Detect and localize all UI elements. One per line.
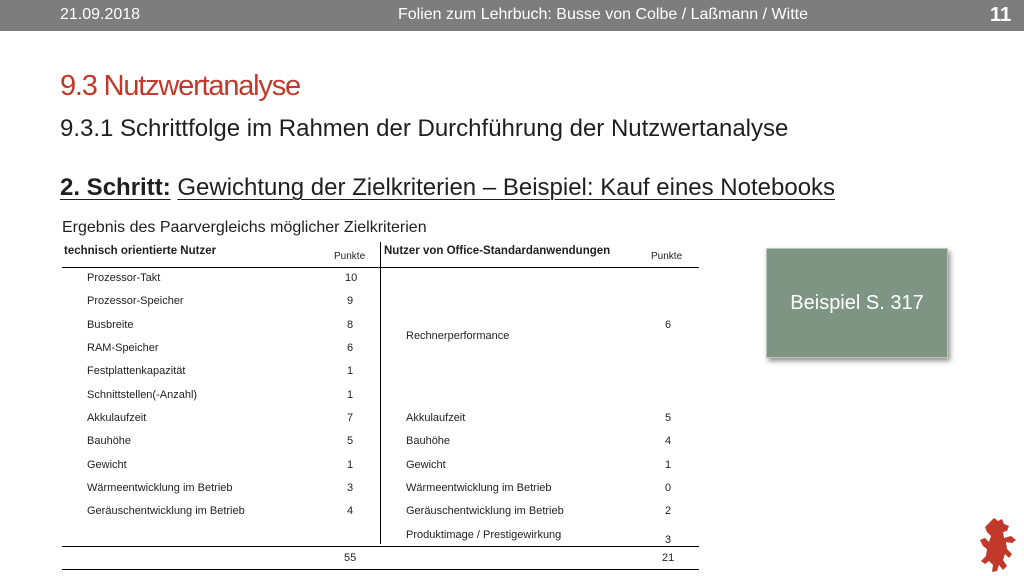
left-header: technisch orientierte Nutzer: [64, 245, 217, 257]
left-points: 9: [347, 295, 354, 307]
right-criterion: Bauhöhe: [406, 435, 451, 447]
left-points: 6: [347, 342, 354, 354]
bear-icon: [976, 516, 1020, 574]
page-number: 11: [990, 4, 1012, 26]
left-points-header: Punkte: [334, 251, 366, 262]
left-criterion: Wärmeentwicklung im Betrieb: [87, 482, 233, 494]
left-criterion: Geräuschentwicklung im Betrieb: [87, 505, 245, 517]
header-source: Folien zum Lehrbuch: Busse von Colbe / Laßmann / Witte: [398, 6, 808, 23]
right-points-header: Punkte: [651, 251, 683, 262]
example-reference-box: [766, 248, 948, 358]
left-points: 10: [345, 272, 358, 284]
left-criterion: Busbreite: [87, 319, 134, 331]
left-criterion: Prozessor-Speicher: [87, 295, 184, 307]
step-label: 2. Schritt:: [60, 174, 171, 201]
bottom-rule: [62, 569, 699, 570]
right-criterion: Rechnerperformance: [406, 330, 510, 342]
right-criterion: Produktimage / Prestigewirkung: [406, 529, 562, 541]
left-total: 55: [344, 552, 357, 564]
left-criterion: RAM-Speicher: [87, 342, 159, 354]
left-points: 1: [347, 459, 354, 471]
left-points: 1: [347, 389, 354, 401]
left-points: 7: [347, 412, 354, 424]
right-points: 6: [665, 319, 672, 331]
right-points: 0: [665, 482, 672, 494]
right-header: Nutzer von Office-Standardanwendungen: [384, 245, 611, 257]
table-caption: Ergebnis des Paarvergleichs möglicher Zielkriterien: [62, 219, 427, 236]
header-bar: [0, 0, 1024, 31]
right-criterion: Wärmeentwicklung im Betrieb: [406, 482, 552, 494]
left-points: 3: [347, 482, 354, 494]
step-heading: [60, 174, 835, 202]
left-criterion: Schnittstellen(-Anzahl): [87, 389, 198, 401]
slide-subtitle: 9.3.1 Schrittfolge im Rahmen der Durchführung der Nutzwertanalyse: [60, 115, 789, 142]
left-points: 5: [347, 435, 354, 447]
right-criterion: Akkulaufzeit: [406, 412, 466, 424]
left-criterion: Prozessor-Takt: [87, 272, 161, 284]
right-total: 21: [662, 552, 675, 564]
column-divider: [380, 242, 381, 544]
right-points: 4: [665, 435, 672, 447]
left-points: 8: [347, 319, 354, 331]
right-points: 2: [665, 505, 672, 517]
left-points: 1: [347, 365, 354, 377]
slide-title: 9.3 Nutzwertanalyse: [60, 70, 300, 102]
header-rule: [62, 267, 699, 268]
example-reference-label: Beispiel S. 317: [790, 291, 924, 314]
right-points: 1: [665, 459, 672, 471]
right-criterion: Geräuschentwicklung im Betrieb: [406, 505, 564, 517]
left-criterion: Gewicht: [87, 459, 127, 471]
right-points: 5: [665, 412, 672, 424]
right-points: 3: [665, 534, 672, 546]
right-criterion: Gewicht: [406, 459, 446, 471]
total-rule: [62, 546, 699, 547]
left-criterion: Akkulaufzeit: [87, 412, 147, 424]
header-date: 21.09.2018: [60, 6, 141, 23]
left-criterion: Festplattenkapazität: [87, 365, 186, 377]
left-criterion: Bauhöhe: [87, 435, 132, 447]
step-text: Gewichtung der Zielkriterien – Beispiel: Kauf eines Notebooks: [177, 174, 836, 201]
left-points: 4: [347, 505, 354, 517]
